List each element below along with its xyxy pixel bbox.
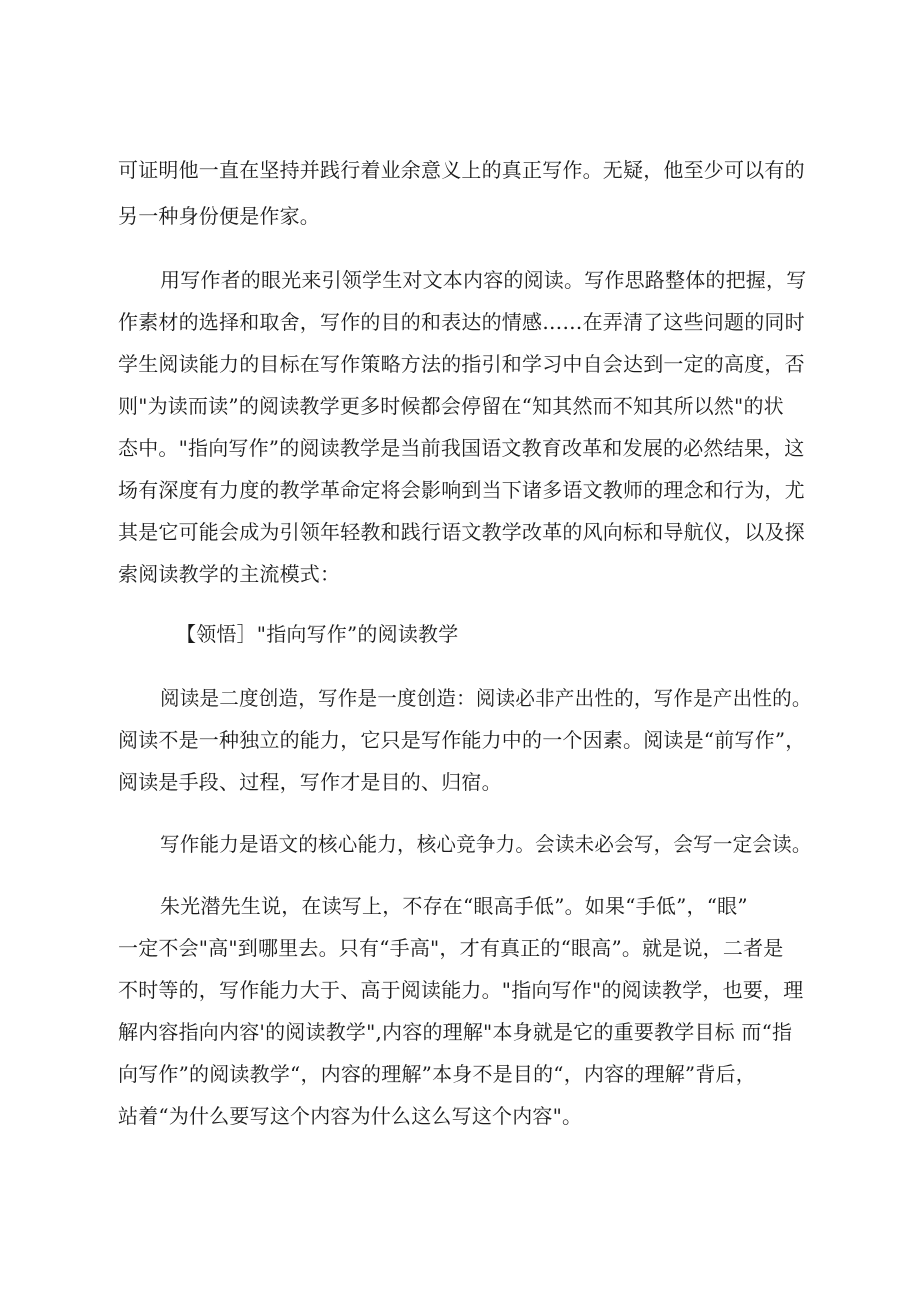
paragraph-2-line-5: 态中。"指向写作”的阅读教学是当前我国语文教育改革和发展的必然结果，这 <box>118 436 805 460</box>
paragraph-2-line-7: 其是它可能会成为引领年轻教和践行语文教学改革的风向标和导航仪，以及探 <box>118 520 805 544</box>
paragraph-2-line-4: 则"为读而读”的阅读教学更多时候都会停留在“知其然而不知其所以然"的状 <box>118 394 784 418</box>
paragraph-5-line-5: 向写作”的阅读教学“，内容的理解”本身不是目的“，内容的理解”背后， <box>118 1062 756 1086</box>
paragraph-5-line-6: 站着“为什么要写这个内容为什么这么写这个内容"。 <box>118 1104 583 1128</box>
paragraph-2-line-8: 索阅读教学的主流模式： <box>118 562 341 586</box>
paragraph-2-line-6: 场有深度有力度的教学革命定将会影响到当下诸多语文教师的理念和行为，尤 <box>118 478 805 502</box>
paragraph-5-line-4: 解内容指向内容'的阅读教学",内容的理解"本身就是它的重要教学目标 而“指 <box>118 1020 793 1044</box>
paragraph-4-line-1: 写作能力是语文的核心能力，核心竞争力。会读未必会写，会写一定会读。 <box>160 832 812 856</box>
paragraph-5-line-2: 一定不会"高"到哪里去。只有“手高"，才有真正的“眼高”。就是说，二者是 <box>118 936 784 960</box>
paragraph-2-line-3: 学生阅读能力的目标在写作策略方法的指引和学习中自会达到一定的高度，否 <box>118 352 805 376</box>
paragraph-5-line-1: 朱光潜先生说，在读写上，不存在“眼高手低”。如果“手低”，“眼” <box>160 894 748 918</box>
paragraph-2-line-1: 用写作者的眼光来引领学生对文本内容的阅读。写作思路整体的把握，写 <box>160 268 807 292</box>
paragraph-2-line-2: 作素材的选择和取舍，写作的目的和表达的情感……在弄清了这些问题的同时 <box>118 310 805 334</box>
paragraph-1-line-2: 另一种身份便是作家。 <box>118 204 320 228</box>
section-heading: 【领悟］"指向写作”的阅读教学 <box>176 622 459 646</box>
paragraph-3-line-1: 阅读是二度创造，写作是一度创造：阅读必非产出性的，写作是产出性的。 <box>160 686 812 710</box>
paragraph-5-line-3: 不时等的，写作能力大于、高于阅读能力。"指向写作"的阅读教学，也要，理 <box>118 978 804 1002</box>
paragraph-3-line-3: 阅读是手段、过程，写作才是目的、归宿。 <box>118 770 502 794</box>
paragraph-1-line-1: 可证明他一直在坚持并践行着业余意义上的真正写作。无疑，他至少可以有的 <box>118 158 805 182</box>
paragraph-3-line-2: 阅读不是一种独立的能力，它只是写作能力中的一个因素。阅读是“前写作”， <box>118 728 806 752</box>
